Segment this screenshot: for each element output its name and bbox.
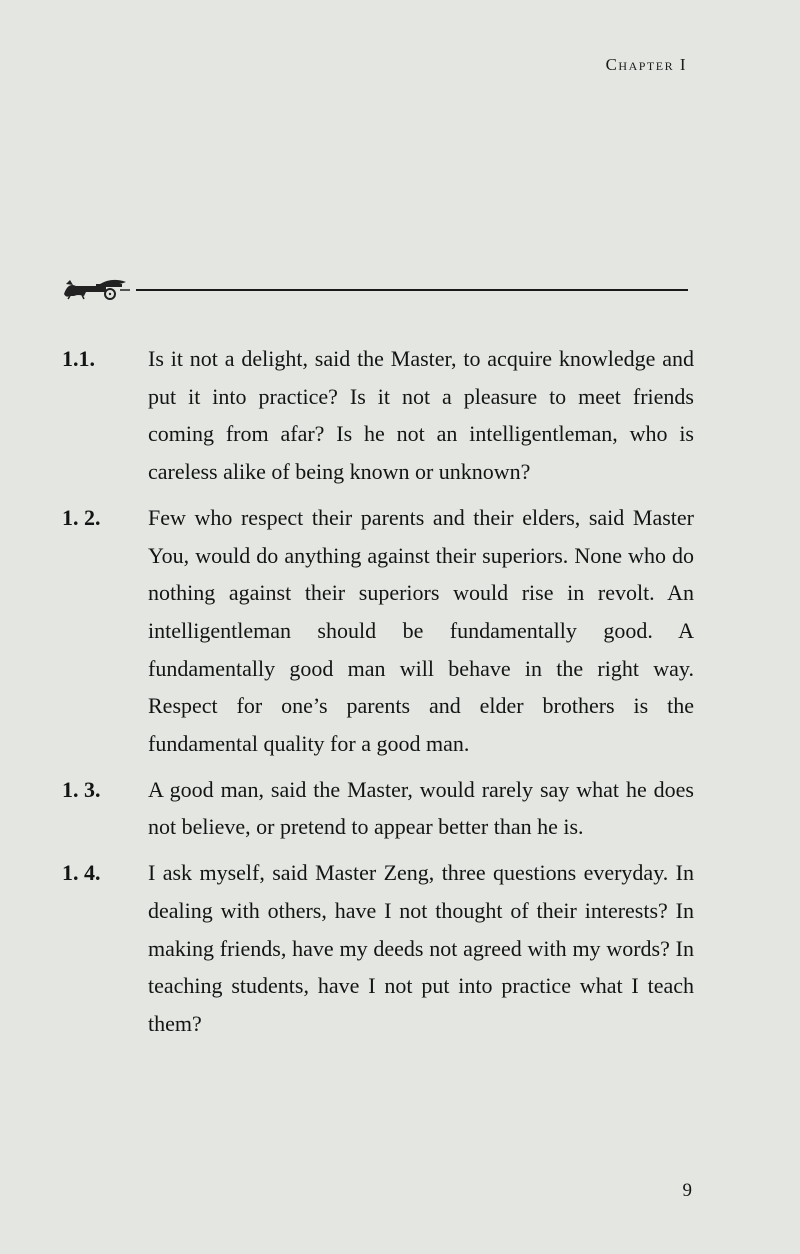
entry-text: A good man, said the Master, would rarely say what he does not believe, or pretend to appear better than he is. xyxy=(148,776,694,840)
chariot-ornament-icon xyxy=(62,276,132,300)
entry-text: Few who respect their parents and their elders, said Master You, would do anything against their superiors. None who do nothing against their superiors would rise in revolt. An intelligentleman should be fundamentally good. A fundamentally good man will behave in the right way. Respect for one’s parents and elder brothers is the fundamental quality for a good man. xyxy=(148,504,694,757)
entry-number: 1.1. xyxy=(62,346,95,371)
entry-1-3 xyxy=(62,771,694,846)
horizontal-rule xyxy=(136,289,688,291)
entry-number: 1. 3. xyxy=(62,776,101,802)
entry-1-2 xyxy=(62,499,694,763)
section-divider xyxy=(62,276,688,300)
entry-text: Is it not a delight, said the Master, to acquire knowledge and put it into practice? Is it not a pleasure to meet friends coming from afar? Is he not an intelligentleman, who is careless alike of being known or unknown? xyxy=(148,346,694,485)
entry-1-1 xyxy=(62,340,694,491)
page-number: 9 xyxy=(682,1180,692,1201)
analects-entries xyxy=(62,340,694,1051)
entry-text: I ask myself, said Master Zeng, three questions everyday. In dealing with others, have I not thought of their interests? In making friends, have my deeds not agreed with my words? In teaching students, have I not put into practice what I teach them? xyxy=(148,860,694,1036)
entry-1-4 xyxy=(62,854,694,1043)
running-head: Chapter I xyxy=(605,55,687,74)
entry-number: 1. 2. xyxy=(62,504,101,530)
entry-number: 1. 4. xyxy=(62,860,101,886)
